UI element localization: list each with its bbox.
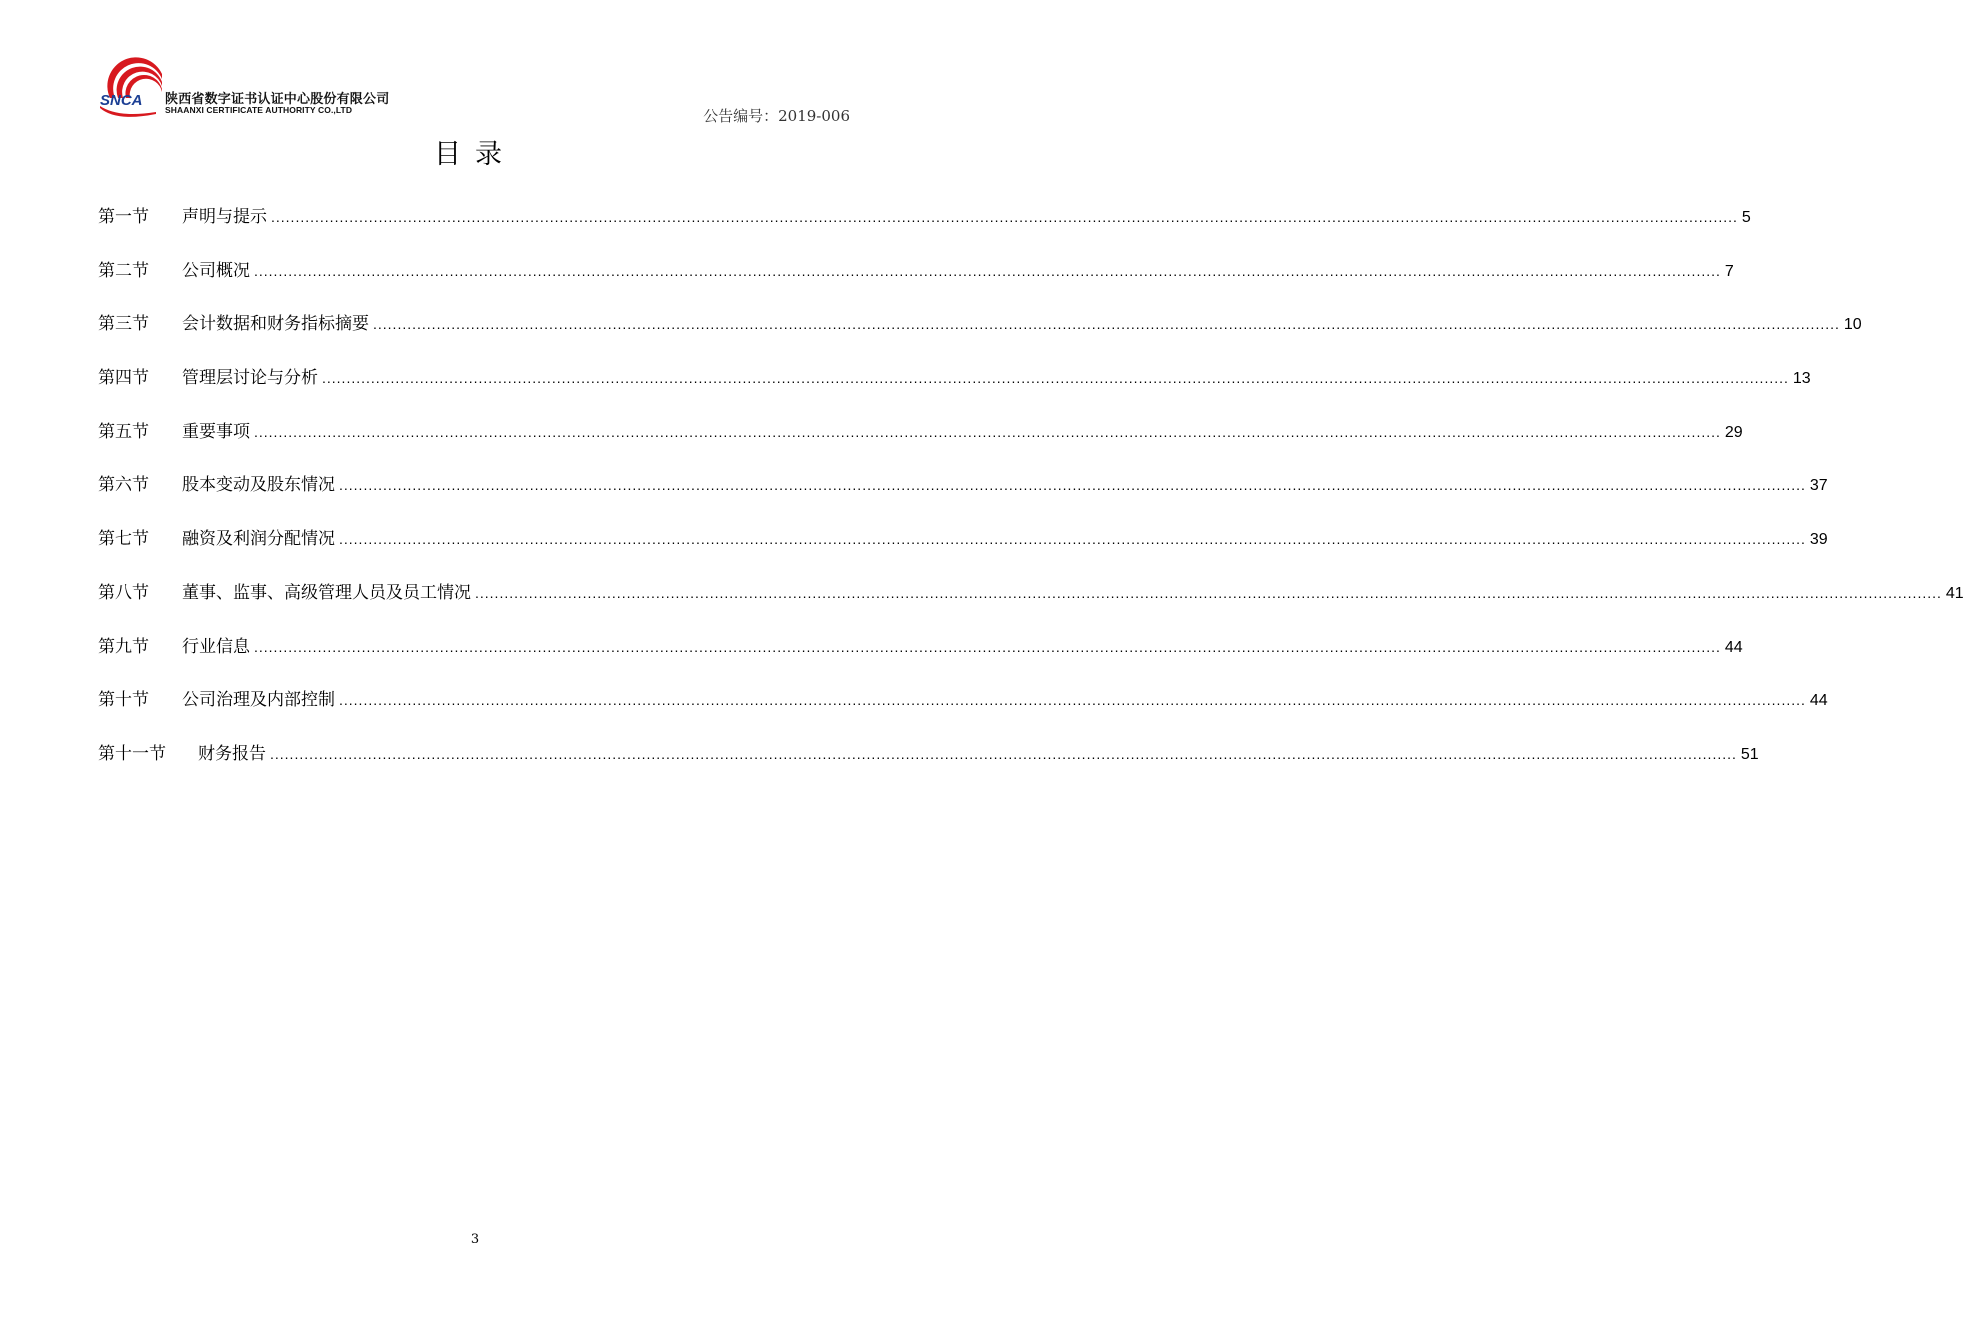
toc-entry[interactable] bbox=[98, 685, 1828, 739]
toc-entry-title: 公司治理及内部控制 bbox=[182, 690, 335, 711]
company-logo bbox=[98, 68, 398, 120]
toc-page-number: 51 bbox=[1740, 745, 1759, 763]
toc-page-number: 13 bbox=[1792, 370, 1811, 388]
snca-logo-icon bbox=[98, 68, 164, 118]
toc-section-label: 第八节 bbox=[98, 582, 149, 603]
table-of-contents bbox=[98, 202, 1964, 793]
company-name-en: SHAANXI CERTIFICATE AUTHORITY CO.,LTD bbox=[165, 105, 353, 115]
toc-entry-title: 财务报告 bbox=[198, 743, 266, 764]
toc-entry-title: 重要事项 bbox=[182, 421, 250, 442]
toc-dot-leader: ............................................................................................................................................................................................................................................................................................................ bbox=[339, 477, 1806, 494]
toc-entry-title: 融资及利润分配情况 bbox=[182, 529, 335, 550]
toc-section-label: 第三节 bbox=[98, 314, 149, 335]
toc-dot-leader: ............................................................................................................................................................................................................................................................................................................ bbox=[339, 531, 1806, 548]
toc-entry-title: 股本变动及股东情况 bbox=[182, 475, 335, 496]
toc-entry[interactable] bbox=[98, 524, 1828, 578]
toc-page-number: 37 bbox=[1809, 477, 1828, 495]
toc-entry[interactable] bbox=[98, 578, 1964, 632]
toc-entry[interactable] bbox=[98, 309, 1862, 363]
toc-entry[interactable] bbox=[98, 256, 1734, 310]
toc-dot-leader: ............................................................................................................................................................................................................................................................................................................ bbox=[254, 423, 1721, 440]
toc-section-label: 第十节 bbox=[98, 690, 149, 711]
toc-section-label: 第四节 bbox=[98, 368, 149, 389]
toc-page-number: 10 bbox=[1843, 316, 1862, 334]
logo-emblem-text: SNCA bbox=[100, 92, 143, 109]
toc-entry-title: 声明与提示 bbox=[182, 207, 267, 227]
toc-section-label: 第七节 bbox=[98, 529, 149, 550]
toc-entry-title: 管理层讨论与分析 bbox=[182, 368, 318, 389]
toc-page-number: 39 bbox=[1809, 531, 1828, 549]
toc-entry[interactable] bbox=[98, 470, 1828, 524]
toc-entry-title: 会计数据和财务指标摘要 bbox=[182, 314, 369, 335]
toc-section-label: 第五节 bbox=[98, 421, 149, 442]
toc-entry[interactable] bbox=[98, 632, 1743, 686]
page-title: 目录 bbox=[434, 139, 516, 170]
toc-page-number: 5 bbox=[1741, 209, 1751, 226]
toc-dot-leader: ............................................................................................................................................................................................................................................................................................................ bbox=[270, 745, 1737, 762]
toc-section-label: 第二节 bbox=[98, 260, 149, 281]
toc-dot-leader: ............................................................................................................................................................................................................................................................................................................ bbox=[254, 262, 1721, 279]
toc-page-number: 41 bbox=[1945, 584, 1964, 602]
toc-entry[interactable] bbox=[98, 202, 1751, 256]
toc-section-label: 第十一节 bbox=[98, 743, 166, 764]
toc-dot-leader: ............................................................................................................................................................................................................................................................................................................ bbox=[475, 584, 1942, 601]
toc-entry[interactable] bbox=[98, 417, 1743, 471]
toc-page-number: 44 bbox=[1724, 638, 1743, 656]
page-number: 3 bbox=[470, 1232, 480, 1247]
toc-section-label: 第一节 bbox=[98, 207, 149, 227]
toc-entry-title: 董事、监事、高级管理人员及员工情况 bbox=[182, 582, 471, 603]
toc-section-label: 第六节 bbox=[98, 475, 149, 496]
toc-dot-leader: ............................................................................................................................................................................................................................................................................................................ bbox=[339, 692, 1806, 709]
announcement-number: 公告编号：2019-006 bbox=[703, 107, 850, 125]
toc-section-label: 第九节 bbox=[98, 636, 149, 657]
toc-entry-title: 公司概况 bbox=[182, 260, 250, 281]
toc-entry[interactable] bbox=[98, 739, 1759, 793]
toc-dot-leader: ............................................................................................................................................................................................................................................................................................................ bbox=[254, 638, 1721, 655]
toc-page-number: 29 bbox=[1724, 423, 1743, 441]
company-name-cn: 陕西省数字证书认证中心股份有限公司 bbox=[165, 92, 390, 107]
toc-dot-leader: ............................................................................................................................................................................................................................................................................................................ bbox=[322, 370, 1789, 387]
toc-dot-leader: ............................................................................................................................................................................................................................................................................................................ bbox=[271, 209, 1738, 225]
toc-entry-title: 行业信息 bbox=[182, 636, 250, 657]
toc-page-number: 7 bbox=[1724, 262, 1734, 280]
toc-page-number: 44 bbox=[1809, 692, 1828, 710]
toc-entry[interactable] bbox=[98, 363, 1811, 417]
toc-dot-leader: ............................................................................................................................................................................................................................................................................................................ bbox=[373, 316, 1840, 333]
